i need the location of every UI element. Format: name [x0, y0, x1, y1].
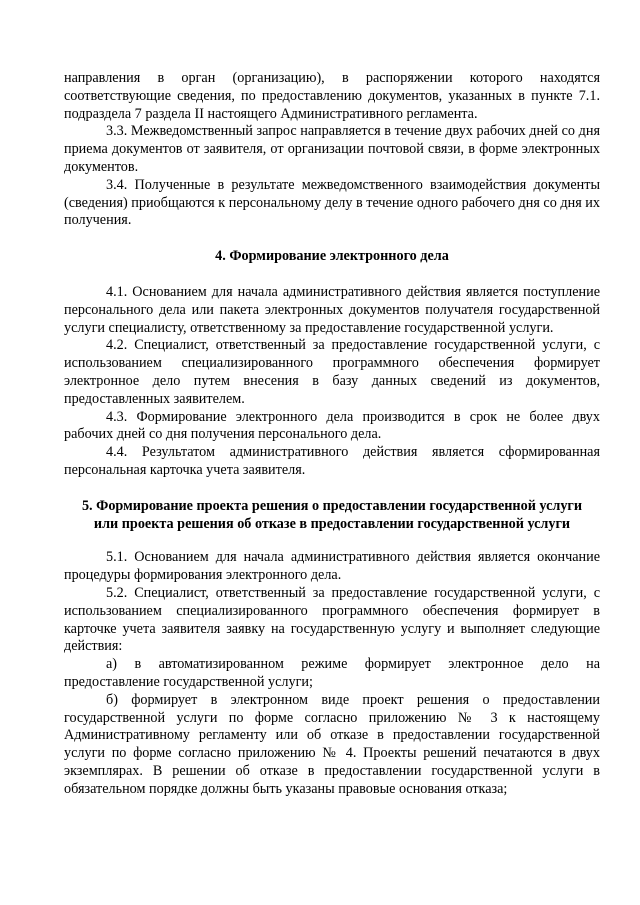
section-5-heading-line2: или проекта решения об отказе в предоставлении государственной услуги [93, 515, 571, 532]
spacer [64, 266, 600, 284]
paragraph-5-1: 5.1. Основанием для начала административного действия является окончание процедуры формирования электронного дела. [64, 549, 600, 584]
paragraph-continuation: направления в орган (организацию), в распоряжении которого находятся соответствующие сведения, по предоставлению документов, указанных в пункте 7.1. подраздела 7 раздела II настоящего Административного регламента. [64, 70, 600, 122]
paragraph-4-3: 4.3. Формирование электронного дела производится в срок не более двух рабочих дней со дня получения персонального дела. [64, 408, 600, 443]
paragraph-4-4: 4.4. Результатом административного действия является сформированная персональная карточка учета заявителя. [64, 444, 600, 478]
paragraph-3-3: 3.3. Межведомственный запрос направляется в течение двух рабочих дней со дня приема документов от заявителя, от организации почтовой связи, в форме электронных документов. [64, 123, 600, 175]
spacer [64, 230, 600, 248]
paragraph-4-1: 4.1. Основанием для начала административного действия является поступление персонального дела или пакета электронных документов получателя государственной услуги специалисту, ответственному за предоставление государственной услуги. [64, 283, 600, 336]
document-page [64, 70, 600, 798]
paragraph-5-2: 5.2. Специалист, ответственный за предоставление государственной услуги, с использованием специализированного программного обеспечения формирует в карточке учета заявителя заявку на государственную услугу и выполняет следующие действия: [64, 584, 600, 655]
section-4-heading: 4. Формирование электронного дела [215, 248, 449, 265]
spacer [64, 533, 600, 549]
paragraph-5-2-a: а) в автоматизированном режиме формирует электронное дело на предоставление государственной услуги; [64, 656, 600, 690]
section-5-heading-line1: 5. Формирование проекта решения о предоставлении государственной услуги [81, 497, 583, 514]
paragraph-4-2: 4.2. Специалист, ответственный за предоставление государственной услуги, с использованием специализированного программного обеспечения формирует электронное дело путем внесения в базу данных сведений из документов, предоставленных заявителем. [64, 337, 600, 407]
paragraph-3-4: 3.4. Полученные в результате межведомственного взаимодействия документы (сведения) приобщаются к персональному делу в течение одного рабочего дня со дня их получения. [64, 176, 600, 229]
paragraph-5-2-b: б) формирует в электронном виде проект решения о предоставлении государственной услуги по форме согласно приложению № 3 к настоящему Административному регламенту или об отказе в предоставлении государственной услуги по форме согласно приложению № 4. Проекты решений печатаются в двух экземплярах. В решении об отказе в предоставлении государственной услуги в обязательном порядке должны быть указаны правовые основания отказа; [64, 691, 600, 797]
spacer [64, 480, 600, 498]
